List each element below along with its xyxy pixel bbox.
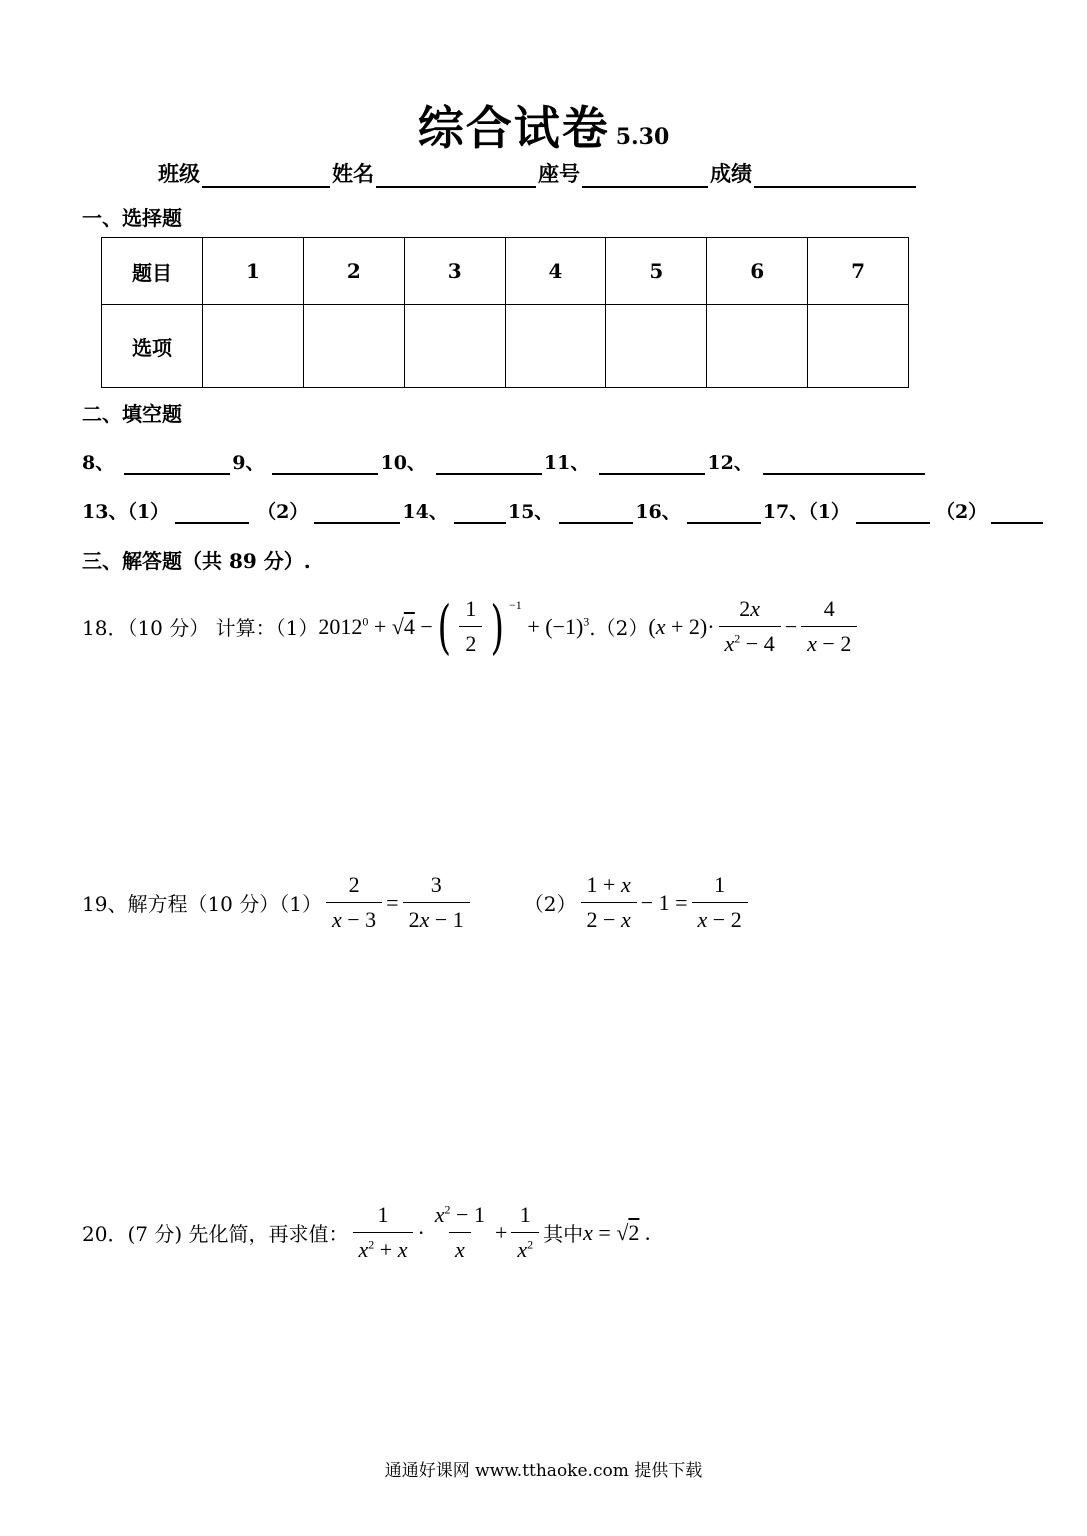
fill-label: 17、（1） (762, 501, 850, 523)
answer-cell[interactable] (707, 305, 808, 388)
fill-blank[interactable] (763, 449, 925, 475)
seat-label: 座号 (538, 161, 580, 186)
score-blank[interactable] (754, 162, 916, 188)
q18-label: 18．（10 分） 计算：（1） (82, 616, 319, 640)
fill-label: 13、（1） (82, 501, 170, 523)
fill-blank[interactable] (454, 498, 506, 524)
answer-cell[interactable] (303, 305, 404, 388)
class-blank[interactable] (202, 162, 330, 188)
fill-label: 14、 (402, 501, 448, 523)
fill-blank[interactable] (314, 498, 400, 524)
answer-cell[interactable] (505, 305, 606, 388)
answer-cell[interactable] (606, 305, 707, 388)
fill-row-1 (82, 448, 927, 475)
fill-blank[interactable] (991, 498, 1043, 524)
fill-label: 11、 (543, 452, 590, 474)
title-date: 5.30 (615, 124, 670, 150)
fill-blank[interactable] (687, 498, 761, 524)
q18-part2-label: .（2） (589, 616, 649, 640)
q19-part2-label: （2） (523, 892, 577, 916)
q18-expression-2: (x + 2)· (648, 613, 715, 639)
fill-label: 12、 (707, 452, 753, 474)
fill-blank[interactable] (436, 449, 542, 475)
class-label: 班级 (158, 161, 200, 186)
name-blank[interactable] (376, 162, 536, 188)
fill-label: 15、 (507, 501, 554, 523)
question-number: 3 (404, 238, 505, 305)
answer-cell[interactable] (404, 305, 505, 388)
row-label-option: 选项 (102, 305, 203, 388)
section-solve-heading: 三、解答题（共 89 分）. (82, 549, 311, 573)
question-number: 4 (505, 238, 606, 305)
fill-blank[interactable] (272, 449, 378, 475)
question-20: 20．(7 分) 先化简，再求值： $\frac{1}{x^2 + x}$ · $\frac{x^2 - 1}{x}$ + $\frac{1}{x^2}$ 其中 x = √2 . (82, 1202, 651, 1262)
question-number: 2 (303, 238, 404, 305)
fill-blank[interactable] (124, 449, 230, 475)
fill-blank[interactable] (559, 498, 633, 524)
student-info-row (158, 158, 918, 188)
fill-blank[interactable] (599, 449, 705, 475)
answer-cell[interactable] (808, 305, 909, 388)
name-label: 姓名 (332, 161, 374, 186)
question-number: 5 (606, 238, 707, 305)
fill-label: （2） (935, 501, 988, 523)
fill-row-2 (82, 497, 1045, 524)
fill-label: 9、 (232, 452, 265, 474)
fill-label: （2） (257, 501, 309, 523)
q18-expression-1: $2012^0 + √4$ − (318, 613, 433, 639)
section-fill-heading: 二、填空题 (82, 402, 182, 426)
fraction-half: $\frac{1}{2}$ (459, 596, 482, 657)
page-title (0, 92, 1087, 158)
fill-label: 8、 (82, 452, 115, 474)
fill-blank[interactable] (856, 498, 930, 524)
question-number: 6 (707, 238, 808, 305)
footer-source: 通通好课网 www.tthaoke.com 提供下载 (384, 1461, 703, 1481)
fill-blank[interactable] (175, 498, 249, 524)
row-label-question: 题目 (102, 238, 203, 305)
q20-tail: 其中 (543, 1222, 584, 1246)
question-19: 19、解方程（10 分）（1） $\frac{2}{x - 3}$ = $\frac{3}{2x - 1}$ （2） $\frac{1 + x}{2 - x}$ − 1 = $\frac{1}{x - 2}$ (82, 872, 752, 933)
question-number: 1 (203, 238, 304, 305)
title-main: 综合试卷 (417, 101, 610, 155)
q19-label: 19、解方程（10 分）（1） (82, 892, 322, 916)
fill-label: 16、 (635, 501, 681, 523)
question-18: 18．（10 分） 计算：（1） $2012^0 + √4$ − ( $\frac{1}{2}$ ) $^{-1} + (-1)^3$ .（2） (x + 2)· $\frac{2x}{x^2 - 4}$ − $\frac{4}{x - 2}$ (82, 596, 861, 657)
score-label: 成绩 (710, 161, 752, 186)
answer-cell[interactable] (203, 305, 304, 388)
q20-label: 20．(7 分) 先化简，再求值： (82, 1222, 349, 1246)
seat-blank[interactable] (582, 162, 708, 188)
answer-table (101, 237, 909, 388)
section-choice-heading: 一、选择题 (82, 206, 182, 230)
question-number: 7 (808, 238, 909, 305)
fill-label: 10、 (380, 452, 426, 474)
